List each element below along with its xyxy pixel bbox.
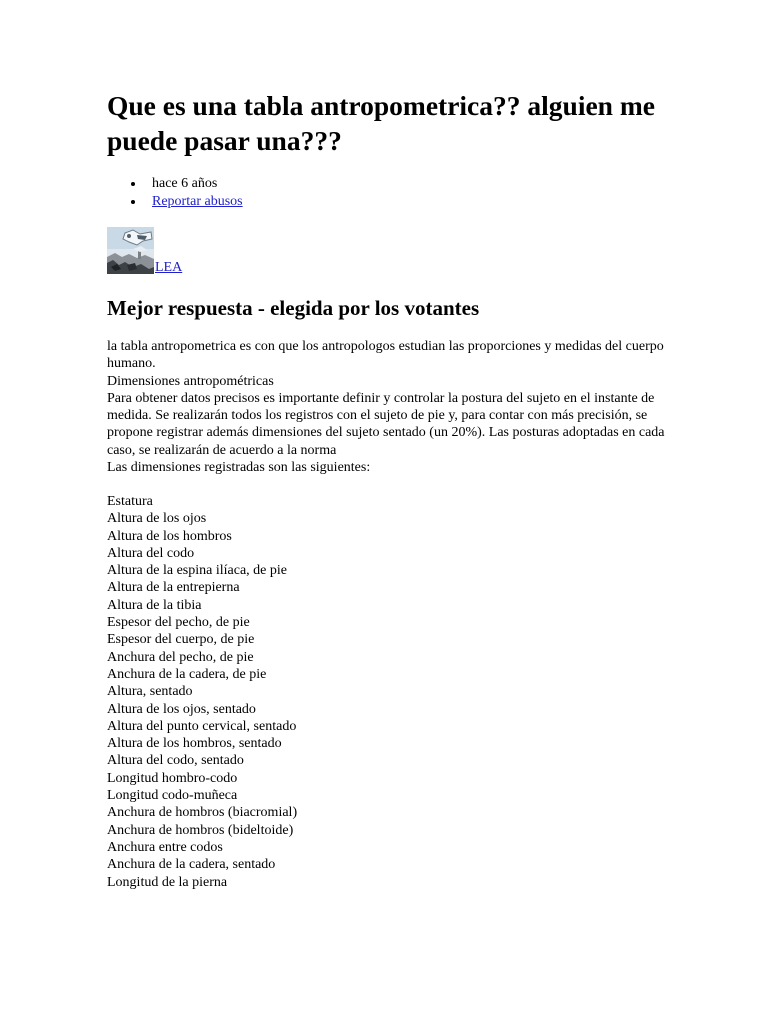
dimension-item: Espesor del cuerpo, de pie xyxy=(107,632,255,648)
answer-paragraph: Para obtener datos precisos es importante definir y controlar la postura del sujeto en el instante de medida. Se realizarán todos los registros con el sujeto de pie y, para contar con más precisión, se propone registrar además dimensiones del sujeto sentado (un 20%). Las posturas adoptadas en cada caso, se realizarán de acuerdo a la norma xyxy=(107,390,665,458)
dimension-item: Anchura de la cadera, sentado xyxy=(107,857,276,873)
dimension-item: Anchura de hombros (biacromial) xyxy=(107,805,298,821)
dimension-item: Altura de los hombros, sentado xyxy=(107,736,282,752)
question-title: Que es una tabla antropometrica?? alguien me puede pasar una??? xyxy=(107,90,655,156)
time-ago-text: hace 6 años xyxy=(152,176,218,191)
dimension-item: Altura del punto cervical, sentado xyxy=(107,718,297,734)
best-answer-heading: Mejor respuesta - elegida por los votantes xyxy=(107,296,480,320)
dimension-item: Longitud codo-muñeca xyxy=(107,788,238,804)
dimension-item: Altura de la tibia xyxy=(107,597,202,613)
dimension-item: Anchura entre codos xyxy=(107,839,223,855)
answer-paragraph: Las dimensiones registradas son las siguientes: xyxy=(107,460,371,476)
dimension-item: Altura, sentado xyxy=(107,684,193,700)
dimension-item: Altura del codo, sentado xyxy=(107,753,244,769)
dimension-item: Anchura de la cadera, de pie xyxy=(107,666,267,682)
answer-author xyxy=(107,227,307,277)
dimension-item: Longitud de la pierna xyxy=(107,874,228,890)
best-answer-body xyxy=(107,338,667,476)
user-name-link[interactable]: LEA xyxy=(155,260,183,275)
dimension-item: Altura de la espina ilíaca, de pie xyxy=(107,563,287,579)
dimension-item: Altura de los hombros xyxy=(107,528,232,544)
dimension-item: Anchura de hombros (bideltoide) xyxy=(107,822,294,838)
dimension-item: Espesor del pecho, de pie xyxy=(107,615,250,631)
user-avatar-photo-icon[interactable] xyxy=(107,227,154,274)
question-meta-list xyxy=(107,175,243,210)
meta-time-item xyxy=(107,175,243,193)
answer-paragraph: Dimensiones antropométricas xyxy=(107,373,274,389)
meta-report-item xyxy=(107,193,243,211)
dimension-item: Altura de la entrepierna xyxy=(107,580,240,596)
dimension-item: Altura de los ojos xyxy=(107,511,207,527)
dimension-item: Altura de los ojos, sentado xyxy=(107,701,256,717)
dimension-item: Estatura xyxy=(107,494,153,509)
dimension-item: Altura del codo xyxy=(107,545,195,561)
dimensions-list xyxy=(107,493,297,891)
report-abuse-link[interactable]: Reportar abusos xyxy=(152,193,243,209)
answer-paragraph: la tabla antropometrica es con que los antropologos estudian las proporciones y medidas del cuerpo humano. xyxy=(107,339,664,372)
dimension-item: Longitud hombro-codo xyxy=(107,770,238,786)
dimension-item: Anchura del pecho, de pie xyxy=(107,649,254,665)
